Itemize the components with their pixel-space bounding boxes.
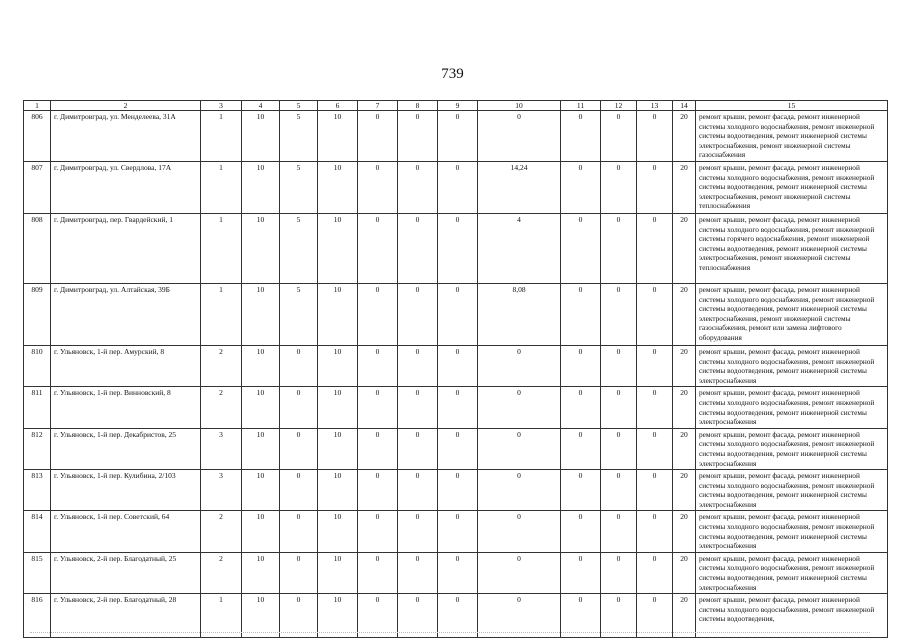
value-cell: 10 — [318, 594, 358, 638]
column-header: 14 — [673, 101, 696, 111]
address-cell: г. Ульяновск, 1-й пер. Винновский, 8 — [51, 387, 201, 428]
value-cell: 10 — [318, 283, 358, 345]
value-cell: 0 — [601, 161, 637, 213]
address-cell: г. Ульяновск, 1-й пер. Декабристов, 25 — [51, 428, 201, 469]
value-cell: 0 — [601, 111, 637, 162]
value-cell: 0 — [637, 552, 673, 593]
value-cell: 0 — [438, 283, 478, 345]
value-cell: 10 — [242, 552, 280, 593]
row-number: 807 — [24, 161, 51, 213]
value-cell: 10 — [318, 387, 358, 428]
value-cell: 0 — [601, 345, 637, 386]
value-cell: 0 — [438, 387, 478, 428]
value-cell: 0 — [478, 345, 561, 386]
value-cell: 10 — [242, 213, 280, 283]
value-cell: 0 — [358, 283, 398, 345]
column-header: 10 — [478, 101, 561, 111]
address-cell: г. Ульяновск, 1-й пер. Амурский, 8 — [51, 345, 201, 386]
row-number: 809 — [24, 283, 51, 345]
column-header: 7 — [358, 101, 398, 111]
value-cell: 1 — [201, 161, 242, 213]
page-number: 739 — [441, 66, 464, 82]
value-cell: 20 — [673, 594, 696, 638]
works-cell: ремонт крыши, ремонт фасада, ремонт инженерной системы холодного водоснабжения, ремонт инженерной системы водоотведения, ремонт инженерной системы электроснабжения — [696, 552, 888, 593]
value-cell: 20 — [673, 387, 696, 428]
value-cell: 0 — [438, 213, 478, 283]
column-header: 15 — [696, 101, 888, 111]
value-cell: 0 — [561, 387, 601, 428]
value-cell: 1 — [201, 283, 242, 345]
value-cell: 0 — [358, 387, 398, 428]
value-cell: 0 — [561, 552, 601, 593]
column-header: 9 — [438, 101, 478, 111]
works-cell: ремонт крыши, ремонт фасада, ремонт инженерной системы холодного водоснабжения, ремонт инженерной системы водоотведения, ремонт инженерной системы электроснабжения — [696, 387, 888, 428]
row-number: 812 — [24, 428, 51, 469]
value-cell: 0 — [358, 511, 398, 552]
row-number: 815 — [24, 552, 51, 593]
value-cell: 0 — [601, 213, 637, 283]
table-row — [24, 552, 888, 593]
value-cell: 0 — [398, 345, 438, 386]
value-cell: 10 — [318, 345, 358, 386]
value-cell: 20 — [673, 345, 696, 386]
value-cell: 20 — [673, 213, 696, 283]
table-row — [24, 428, 888, 469]
value-cell: 20 — [673, 511, 696, 552]
address-cell: г. Ульяновск, 2-й пер. Благодатный, 28 — [51, 594, 201, 638]
value-cell: 0 — [358, 345, 398, 386]
value-cell: 8,08 — [478, 283, 561, 345]
column-header: 4 — [242, 101, 280, 111]
value-cell: 0 — [358, 161, 398, 213]
value-cell: 5 — [280, 161, 318, 213]
value-cell: 0 — [601, 387, 637, 428]
value-cell: 0 — [601, 470, 637, 511]
value-cell: 0 — [280, 387, 318, 428]
value-cell: 0 — [637, 428, 673, 469]
address-cell: г. Димитровград, ул. Алтайская, 39Б — [51, 283, 201, 345]
row-number: 811 — [24, 387, 51, 428]
value-cell: 0 — [438, 161, 478, 213]
value-cell: 5 — [280, 111, 318, 162]
value-cell: 0 — [478, 111, 561, 162]
value-cell: 0 — [601, 511, 637, 552]
value-cell: 0 — [438, 428, 478, 469]
value-cell: 0 — [398, 552, 438, 593]
value-cell: 1 — [201, 111, 242, 162]
value-cell: 0 — [478, 387, 561, 428]
column-header: 12 — [601, 101, 637, 111]
table-body — [24, 111, 888, 638]
value-cell: 20 — [673, 283, 696, 345]
value-cell: 0 — [561, 470, 601, 511]
value-cell: 10 — [242, 470, 280, 511]
repair-program-table — [23, 100, 888, 638]
value-cell: 0 — [358, 470, 398, 511]
value-cell: 20 — [673, 552, 696, 593]
value-cell: 0 — [478, 552, 561, 593]
column-header: 13 — [637, 101, 673, 111]
value-cell: 0 — [398, 387, 438, 428]
value-cell: 10 — [318, 428, 358, 469]
scan-edge-noise — [30, 632, 870, 634]
table-row — [24, 387, 888, 428]
works-cell: ремонт крыши, ремонт фасада, ремонт инженерной системы холодного водоснабжения, ремонт инженерной системы водоотведения, ремонт инженерной системы электроснабжения — [696, 511, 888, 552]
row-number: 816 — [24, 594, 51, 638]
value-cell: 0 — [637, 387, 673, 428]
value-cell: 0 — [280, 470, 318, 511]
value-cell: 0 — [280, 552, 318, 593]
value-cell: 0 — [601, 552, 637, 593]
works-cell: ремонт крыши, ремонт фасада, ремонт инженерной системы холодного водоснабжения, ремонт инженерной системы водоотведения, ремонт инженерной системы электроснабжения — [696, 345, 888, 386]
value-cell: 10 — [242, 428, 280, 469]
works-cell: ремонт крыши, ремонт фасада, ремонт инженерной системы холодного водоснабжения, ремонт инженерной системы водоотведения, ремонт инженерной системы электроснабжения — [696, 428, 888, 469]
value-cell: 0 — [561, 161, 601, 213]
table-row — [24, 511, 888, 552]
value-cell: 4 — [478, 213, 561, 283]
value-cell: 0 — [561, 428, 601, 469]
value-cell: 20 — [673, 428, 696, 469]
value-cell: 3 — [201, 428, 242, 469]
works-cell: ремонт крыши, ремонт фасада, ремонт инженерной системы холодного водоснабжения, ремонт инженерной системы водоотведения, — [696, 594, 888, 638]
value-cell: 0 — [561, 213, 601, 283]
value-cell: 20 — [673, 111, 696, 162]
value-cell: 0 — [398, 161, 438, 213]
works-cell: ремонт крыши, ремонт фасада, ремонт инженерной системы холодного водоснабжения, ремонт инженерной системы водоотведения, ремонт инженерной системы электроснабжения, ремонт инженерной системы газоснабжения, ремонт или замена лифтового оборудования — [696, 283, 888, 345]
value-cell: 2 — [201, 552, 242, 593]
value-cell: 10 — [242, 345, 280, 386]
value-cell: 2 — [201, 387, 242, 428]
value-cell: 0 — [637, 345, 673, 386]
value-cell: 10 — [318, 111, 358, 162]
value-cell: 10 — [242, 387, 280, 428]
table-row — [24, 283, 888, 345]
table-row — [24, 111, 888, 162]
table-row — [24, 213, 888, 283]
value-cell: 0 — [637, 161, 673, 213]
value-cell: 0 — [478, 428, 561, 469]
value-cell: 0 — [280, 428, 318, 469]
column-header: 8 — [398, 101, 438, 111]
column-header: 11 — [561, 101, 601, 111]
value-cell: 0 — [637, 594, 673, 638]
value-cell: 0 — [637, 470, 673, 511]
address-cell: г. Ульяновск, 1-й пер. Кулибина, 2/103 — [51, 470, 201, 511]
value-cell: 10 — [242, 161, 280, 213]
value-cell: 10 — [318, 552, 358, 593]
value-cell: 0 — [601, 594, 637, 638]
row-number: 813 — [24, 470, 51, 511]
value-cell: 0 — [398, 594, 438, 638]
value-cell: 0 — [438, 345, 478, 386]
value-cell: 0 — [561, 511, 601, 552]
works-cell: ремонт крыши, ремонт фасада, ремонт инженерной системы холодного водоснабжения, ремонт инженерной системы горячего водоснабжения, ремонт инженерной системы водоотведения, ремонт инженерной системы электроснабжения, ремонт инженерной системы теплоснабжения — [696, 213, 888, 283]
column-header: 2 — [51, 101, 201, 111]
row-number: 808 — [24, 213, 51, 283]
value-cell: 0 — [637, 111, 673, 162]
value-cell: 10 — [242, 111, 280, 162]
works-cell: ремонт крыши, ремонт фасада, ремонт инженерной системы холодного водоснабжения, ремонт инженерной системы водоотведения, ремонт инженерной системы электроснабжения, ремонт инженерной системы газоснабжения — [696, 111, 888, 162]
table-header-row — [24, 101, 888, 111]
value-cell: 0 — [478, 594, 561, 638]
value-cell: 0 — [438, 594, 478, 638]
value-cell: 0 — [398, 213, 438, 283]
value-cell: 0 — [280, 345, 318, 386]
value-cell: 20 — [673, 470, 696, 511]
value-cell: 3 — [201, 470, 242, 511]
row-number: 814 — [24, 511, 51, 552]
column-header: 6 — [318, 101, 358, 111]
value-cell: 0 — [398, 111, 438, 162]
table-row — [24, 161, 888, 213]
column-header: 5 — [280, 101, 318, 111]
value-cell: 20 — [673, 161, 696, 213]
value-cell: 2 — [201, 345, 242, 386]
address-cell: г. Ульяновск, 1-й пер. Советский, 64 — [51, 511, 201, 552]
value-cell: 0 — [280, 511, 318, 552]
value-cell: 1 — [201, 594, 242, 638]
value-cell: 10 — [242, 511, 280, 552]
column-header: 3 — [201, 101, 242, 111]
value-cell: 0 — [398, 283, 438, 345]
value-cell: 0 — [398, 511, 438, 552]
value-cell: 0 — [637, 283, 673, 345]
address-cell: г. Димитровград, пер. Гвардейский, 1 — [51, 213, 201, 283]
value-cell: 0 — [637, 213, 673, 283]
value-cell: 0 — [478, 470, 561, 511]
value-cell: 0 — [561, 594, 601, 638]
value-cell: 0 — [358, 552, 398, 593]
value-cell: 0 — [398, 470, 438, 511]
works-cell: ремонт крыши, ремонт фасада, ремонт инженерной системы холодного водоснабжения, ремонт инженерной системы водоотведения, ремонт инженерной системы электроснабжения, ремонт инженерной системы теплоснабжения — [696, 161, 888, 213]
value-cell: 0 — [438, 511, 478, 552]
value-cell: 14,24 — [478, 161, 561, 213]
value-cell: 10 — [318, 161, 358, 213]
value-cell: 10 — [318, 470, 358, 511]
value-cell: 10 — [242, 594, 280, 638]
address-cell: г. Димитровград, ул. Менделеева, 31А — [51, 111, 201, 162]
value-cell: 0 — [601, 283, 637, 345]
value-cell: 5 — [280, 283, 318, 345]
value-cell: 0 — [561, 345, 601, 386]
value-cell: 0 — [398, 428, 438, 469]
row-number: 806 — [24, 111, 51, 162]
value-cell: 2 — [201, 511, 242, 552]
value-cell: 0 — [358, 111, 398, 162]
value-cell: 0 — [561, 283, 601, 345]
value-cell: 0 — [438, 470, 478, 511]
value-cell: 0 — [438, 111, 478, 162]
value-cell: 0 — [358, 594, 398, 638]
value-cell: 0 — [561, 111, 601, 162]
works-cell: ремонт крыши, ремонт фасада, ремонт инженерной системы холодного водоснабжения, ремонт инженерной системы водоотведения, ремонт инженерной системы электроснабжения — [696, 470, 888, 511]
value-cell: 0 — [637, 511, 673, 552]
value-cell: 0 — [280, 594, 318, 638]
value-cell: 0 — [601, 428, 637, 469]
value-cell: 10 — [242, 283, 280, 345]
address-cell: г. Ульяновск, 2-й пер. Благодатный, 25 — [51, 552, 201, 593]
value-cell: 10 — [318, 511, 358, 552]
value-cell: 0 — [358, 213, 398, 283]
value-cell: 1 — [201, 213, 242, 283]
row-number: 810 — [24, 345, 51, 386]
column-header: 1 — [24, 101, 51, 111]
value-cell: 0 — [478, 511, 561, 552]
address-cell: г. Димитровград, ул. Свердлова, 17А — [51, 161, 201, 213]
table-row — [24, 470, 888, 511]
value-cell: 0 — [438, 552, 478, 593]
table-row — [24, 345, 888, 386]
value-cell: 5 — [280, 213, 318, 283]
value-cell: 0 — [358, 428, 398, 469]
value-cell: 10 — [318, 213, 358, 283]
